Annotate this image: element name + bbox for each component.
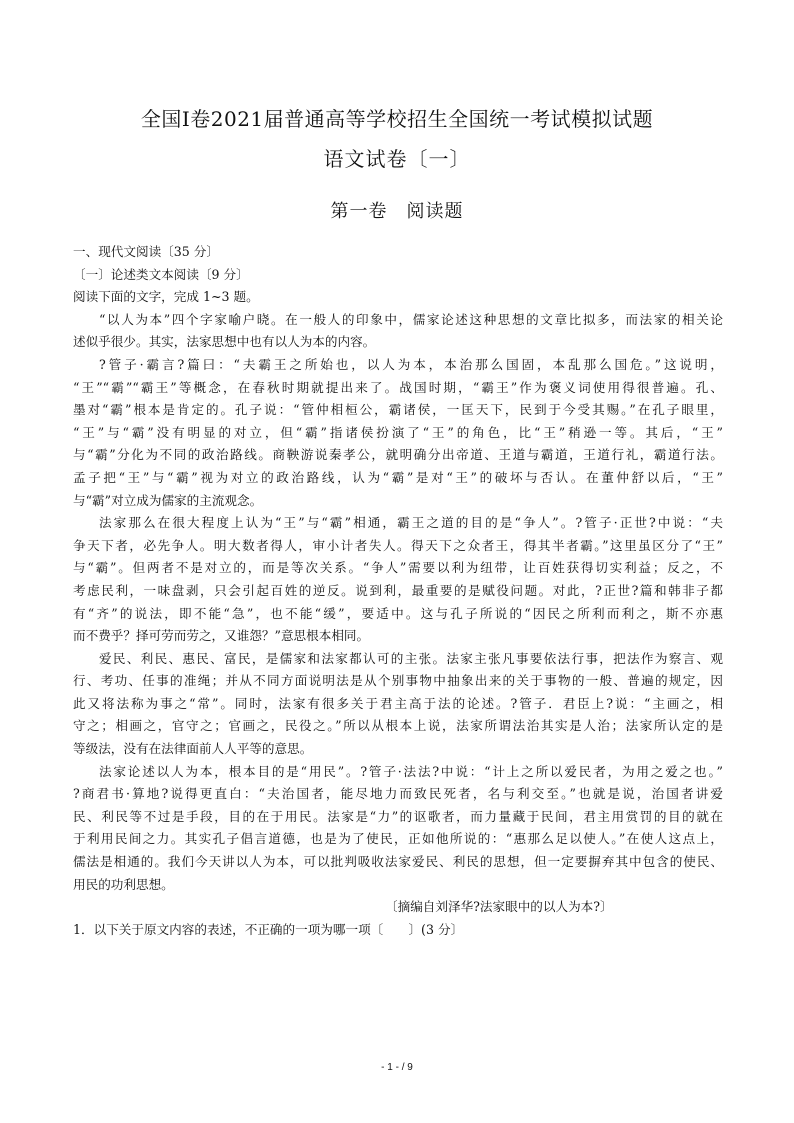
paragraph-line: 而不费乎？择可劳而劳之，又谁怨？”意思根本相同。 bbox=[73, 628, 370, 644]
paragraph-line: 守之；相画之，官守之；官画之，民役之。”所以从根本上说，法家所谓法治其实是人治；法家所认定的是 bbox=[73, 718, 723, 734]
paragraph-line: 与“霸”对立成为儒家的主流观念。 bbox=[73, 492, 263, 508]
paragraph-line: 此又将法称为事之“常”。同时，法家有很多关于君主高于法的论述。?管子．君臣上?说：“主画之，相 bbox=[73, 695, 723, 711]
paragraph-line: 有“齐”的说法，即不能“急”，也不能“缓”，要适中。这与孔子所说的“因民之所利而利之，斯不亦惠 bbox=[73, 605, 723, 621]
paragraph-line: 民、利民等不过是手段，目的在于用民。法家是“力”的讴歌者，而力量藏于民间，君主用赏罚的目的就在 bbox=[73, 808, 723, 824]
paragraph-line: 于利用民间之力。其实孔子倡言道德，也是为了使民，正如他所说的：“惠那么足以使人。”在使人这点上， bbox=[73, 831, 723, 847]
paragraph-line: 法家论述以人为本，根本目的是“用民”。?管子·法法?中说：“计上之所以爱民者，为用之爱之也。” bbox=[99, 763, 723, 779]
document-body bbox=[73, 241, 723, 941]
paragraph-line: 与“霸”分化为不同的政治路线。商鞅游说秦孝公，就明确分出帝道、王道与霸道，王道行礼，霸道行法。 bbox=[73, 447, 723, 463]
paragraph-line: 考虑民利，一味盘剥，只会引起百姓的逆反。说到利，最重要的是赋役问题。对此，?正世?篇和韩非子都 bbox=[73, 582, 723, 598]
subsection-heading: 〔一〕论述类文本阅读〔9 分〕 bbox=[73, 266, 249, 282]
paragraph-line: ?商君书·算地?说得更直白：“夫治国者，能尽地力而致民死者，名与利交至。”也就是说，治国者讲爱 bbox=[73, 786, 723, 802]
paragraph-line: 儒法是相通的。我们今天讲以人为本，可以批判吸收法家爱民、利民的思想，但一定要摒弃其中包含的使民、 bbox=[73, 854, 723, 870]
paragraph-line: 行、考功、任事的准绳；并从不同方面说明法是从个别事物中抽象出来的关于事物的一般、普遍的规定，因 bbox=[73, 673, 723, 689]
instructions: 阅读下面的文字，完成 1~3 题。 bbox=[73, 289, 259, 305]
part-heading: 一、现代文阅读〔35 分〕 bbox=[73, 244, 219, 259]
question-1: 1．以下关于原文内容的表述，不正确的一项为哪一项〔 〕(3 分〕 bbox=[73, 921, 464, 937]
paragraph-line: 用民的功利思想。 bbox=[73, 876, 174, 892]
paragraph-line: 爱民、利民、惠民、富民，是儒家和法家都认可的主张。法家主张凡事要依法行事，把法作为察言、观 bbox=[99, 650, 723, 666]
paragraph-line: “王”与“霸”没有明显的对立，但“霸”指诸侯扮演了“王”的角色，比“王”稍逊一等。其后，“王” bbox=[73, 424, 723, 440]
page-number: - 1 - / 9 bbox=[381, 1062, 413, 1073]
paragraph-line: 争天下者，必先争人。明大数者得人，审小计者失人。得天下之众者王，得其半者霸。”这里虽区分了“王” bbox=[73, 537, 723, 553]
paragraph-line: “以人为本”四个字家喻户晓。在一般人的印象中，儒家论述这种思想的文章比拟多，而法家的相关论 bbox=[99, 311, 723, 327]
source-citation: 〔摘编自刘泽华?法家眼中的以人为本?〕 bbox=[385, 899, 613, 915]
exam-title: 全国Ⅰ卷2021届普通高等学校招生全国统一考试模拟试题 bbox=[140, 107, 654, 131]
exam-subtitle: 语文试卷〔一〕 bbox=[323, 147, 471, 171]
paragraph-line: “王”“霸”“霸王”等概念，在春秋时期就提出来了。战国时期，“霸王”作为褒义词使用得很普遍。孔、 bbox=[73, 379, 723, 395]
paragraph-line: 等级法，没有在法律面前人人平等的意思。 bbox=[73, 741, 313, 757]
paragraph-line: 法家那么在很大程度上认为“王”与“霸”相通，霸王之道的目的是“争人”。?管子·正世?中说：“夫 bbox=[99, 515, 723, 531]
paragraph-line: 墨对“霸”根本是肯定的。孔子说：“管仲相桓公，霸诸侯，一匡天下，民到于今受其赐。”在孔子眼里， bbox=[73, 402, 723, 418]
paragraph-line: 孟子把“王”与“霸”视为对立的政治路线，认为“霸”是对“王”的破坏与否认。在董仲舒以后，“王” bbox=[73, 469, 723, 485]
paragraph-line: 述似乎很少。其实，法家思想中也有以人为本的内容。 bbox=[73, 334, 376, 350]
paragraph-line: ?管子·霸言?篇曰：“夫霸王之所始也，以人为本，本治那么国固，本乱那么国危。”这说明， bbox=[99, 356, 723, 372]
paragraph-line: 与“霸”。但两者不是对立的，而是等次关系。“争人”需要以利为纽带，让百姓获得切实利益；反之，不 bbox=[73, 560, 723, 576]
section-heading: 第一卷 阅读题 bbox=[330, 201, 464, 222]
